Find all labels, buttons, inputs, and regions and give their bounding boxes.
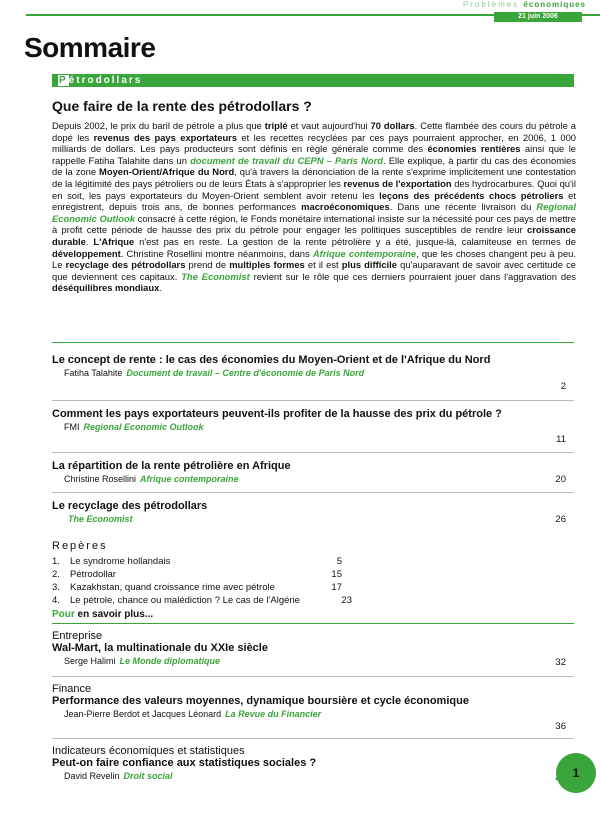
divider [52, 738, 574, 739]
entry-author: David Revelin Droit social [64, 771, 173, 781]
intro-text-run: Moyen-Orient/Afrique du Nord [99, 166, 235, 178]
divider [52, 400, 574, 401]
intro-text-run: leçons des précédents chocs pétroliers [379, 189, 564, 201]
divider [52, 676, 574, 677]
entry-title: Performance des valeurs moyennes, dynamique boursière et cycle économique [52, 695, 469, 707]
main-heading: Que faire de la rente des pétrodollars ? [52, 98, 312, 114]
intro-text-run: recyclage des pétrodollars [65, 259, 186, 271]
divider [52, 492, 574, 493]
toc-entry[interactable] [52, 354, 542, 378]
entry-author: Fatiha Talahite Document de travail – Centre d'économie de Paris Nord [64, 368, 365, 378]
pour-en-savoir-plus: Pour en savoir plus... [52, 609, 154, 620]
toc-entry[interactable] [52, 408, 542, 432]
intro-text-run: et vaut aujourd'hui [287, 120, 371, 131]
entry-category: Finance [52, 683, 92, 695]
intro-text-run: ainsi que le rappelle Fatiha Talahite dans un [52, 143, 576, 166]
intro-text-run: macroéconomiques [301, 201, 390, 213]
entry-page: 36 [555, 721, 566, 732]
repere-item[interactable]: 2. Pétrodollar 15 [52, 569, 342, 580]
section-band: Pétrodollars [52, 74, 574, 87]
entry-author: FMI Regional Economic Outlook [64, 422, 204, 432]
entry-title: Le recyclage des pétrodollars [52, 500, 208, 512]
publication-name: Problèmes économiques [462, 0, 586, 9]
intro-text-run: triplé [264, 120, 288, 131]
entry-page: 32 [555, 657, 566, 668]
intro-text-run: et les recettes recyclées par ces pays pourraient approcher, en 2006, 1 000 milliards de dollars. Les pays producteurs sont définis en règle générale comme des [52, 131, 576, 155]
intro-text-run: 70 dollars [370, 120, 415, 131]
intro-text-run: Regional Economic Outlook [52, 201, 576, 224]
intro-paragraph [52, 120, 576, 294]
intro-text-run: consacré à cette région, le Fonds monétaire international insiste sur la nécessité pour ces pays de mettre à profit cette période de hausse des prix du pétrole pour engager les politiques susceptibles de rendre leur [52, 212, 577, 236]
intro-text-run: , que les choses changent peu à peu. Le [52, 247, 576, 271]
intro-text-run: Depuis 2002, le prix du baril de pétrole a plus que [52, 120, 265, 131]
intro-text-run: revenus des pays exportateurs [93, 131, 238, 143]
entry-author: Jean-Pierre Berdot et Jacques Léonard La Revue du Financier [64, 709, 322, 719]
page-title: Sommaire [24, 32, 156, 63]
intro-text-run: . [85, 235, 94, 247]
intro-text-run: . Christine Rosellini montre néanmoins, dans [120, 247, 313, 259]
issue-date: 21 juin 2006 [494, 12, 582, 22]
intro-text-run: . Dans une récente livraison du [389, 201, 537, 213]
intro-rule [52, 342, 574, 343]
page-number-badge: 1 [556, 753, 596, 793]
extra-entry[interactable] [52, 745, 542, 781]
intro-text-run: revient sur le rôle que ces derniers pourraient jouer dans l'aggravation des [249, 270, 576, 282]
extra-entry[interactable] [52, 630, 542, 666]
intro-text-run: et enregistrent, depuis trois ans, de bonnes performances [52, 189, 576, 213]
entry-page: 26 [555, 514, 566, 525]
intro-text-run: et il est [304, 259, 342, 271]
reperes-heading: Repères [52, 540, 108, 552]
repere-item[interactable]: 1. Le syndrome hollandais 5 [52, 556, 342, 567]
intro-text-run: document de travail du CEPN – Paris Nord [190, 154, 383, 166]
entry-page: 2 [560, 381, 566, 392]
intro-text-run: , qu'à travers la dénonciation de la rente s'exprime implicitement une contestation de la légitimité des pays pétroliers ou de leurs États à s'approprier les [52, 166, 577, 189]
intro-text-run: croissance durable [52, 224, 576, 247]
divider [52, 623, 574, 624]
entry-title: Peut-on faire confiance aux statistiques sociales ? [52, 757, 317, 769]
intro-text-run: qu'auparavant de savoir avec certitude ce que deviennent ces capitaux. [52, 259, 576, 282]
entry-author: Serge Halimi Le Monde diplomatique [64, 656, 221, 666]
intro-text-run: développement [52, 247, 121, 259]
toc-entry[interactable] [52, 460, 542, 484]
intro-text-run: des hydrocarbures. Quoi qu'il en soit, les pays exportateurs du Moyen-Orient semblent avoir retenu les [52, 177, 576, 201]
entry-title: Le concept de rente : le cas des économies du Moyen-Orient et de l'Afrique du Nord [52, 354, 491, 366]
intro-text-run: prend de [185, 259, 230, 271]
intro-text-run: économies rentières [427, 143, 521, 155]
entry-title: La répartition de la rente pétrolière en Afrique [52, 460, 291, 472]
intro-text-run: The Economist [181, 270, 250, 282]
entry-title: Wal-Mart, la multinationale du XXIe siècle [52, 642, 268, 654]
intro-text-run: plus difficile [341, 259, 397, 271]
intro-text-run: revenus de l'exportation [343, 177, 452, 189]
entry-page: 11 [556, 434, 566, 445]
intro-text-run: Afrique contemporaine [312, 247, 417, 259]
entry-page: 20 [555, 474, 566, 485]
intro-text-run: . Elle explique, à partir du cas des économies de la zone [52, 154, 576, 178]
extra-entry[interactable] [52, 683, 542, 719]
intro-text-run: déséquilibres mondiaux [52, 282, 160, 294]
repere-item[interactable]: 3. Kazakhstan, quand croissance rime avec pétrole 17 [52, 582, 342, 593]
entry-category: Entreprise [52, 630, 103, 642]
intro-text-run: multiples formes [229, 259, 305, 271]
divider [52, 452, 574, 453]
toc-entry[interactable] [52, 500, 542, 524]
entry-author: Christine Rosellini Afrique contemporaine [64, 474, 239, 484]
intro-text-run: . [159, 282, 162, 294]
intro-text-run: n'est pas en reste. La gestion de la rente pétrolière y a été, jusque-là, calamiteuse en termes de [134, 235, 576, 247]
intro-text-run: L'Afrique [93, 235, 135, 247]
entry-category: Indicateurs économiques et statistiques [52, 745, 245, 757]
repere-item[interactable]: 4. Le pétrole, chance ou malédiction ? Le cas de l'Algérie 23 [52, 595, 352, 606]
entry-author: The Economist [68, 514, 133, 524]
intro-text-run: . Cette flambée des cours du pétrole a dopé les [52, 120, 576, 143]
entry-title: Comment les pays exportateurs peuvent-ils profiter de la hausse des prix du pétrole ? [52, 408, 502, 420]
